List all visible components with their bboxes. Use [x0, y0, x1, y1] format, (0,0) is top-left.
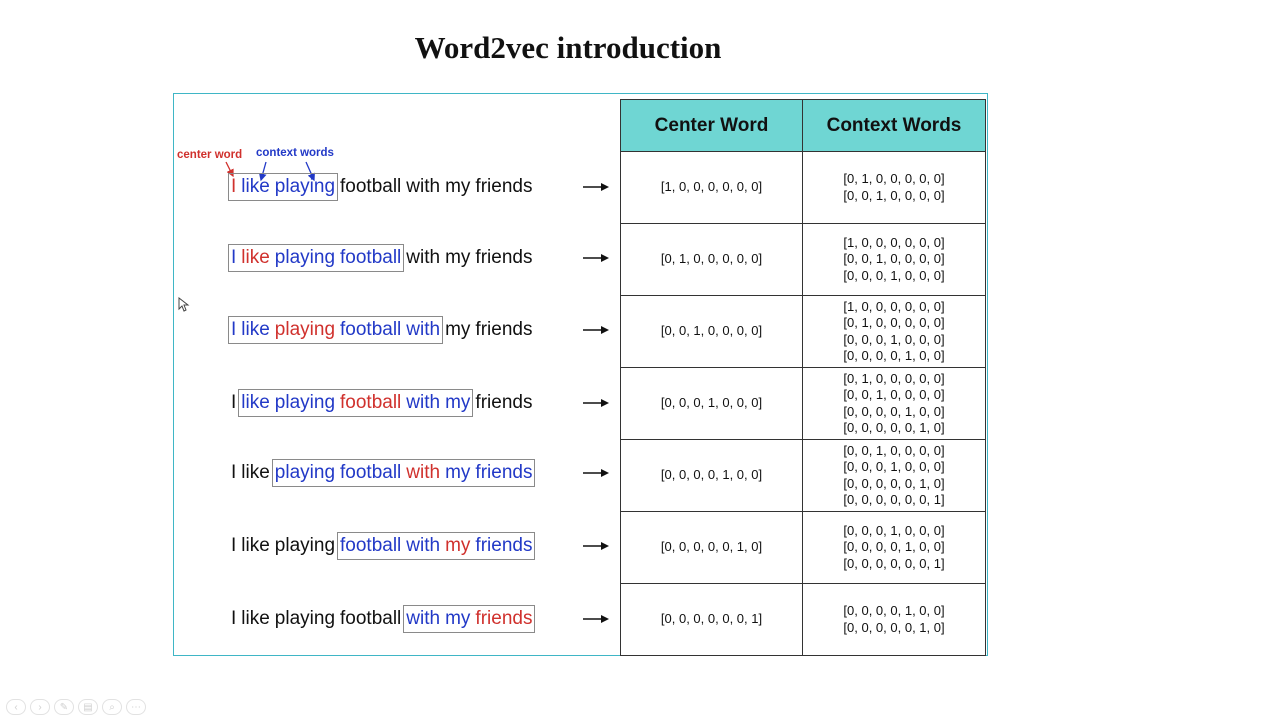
sentence-word: I — [231, 176, 237, 197]
context-word-vectors — [803, 152, 986, 224]
context-vector: [0, 1, 0, 0, 0, 0, 0] — [843, 315, 945, 330]
sentence-word: like — [241, 176, 270, 197]
slideshow-toolbar — [6, 699, 146, 715]
sentence-word: like — [241, 319, 270, 340]
context-window-box — [403, 605, 535, 633]
sentence-word: like — [241, 608, 270, 629]
context-word-vectors — [803, 440, 986, 512]
context-vector: [0, 0, 1, 0, 0, 0, 0] — [843, 187, 945, 203]
sentence-word: I — [231, 462, 237, 483]
sentence-word: friends — [475, 319, 533, 340]
context-vector: [0, 0, 0, 0, 1, 0, 0] — [843, 403, 945, 419]
table-row — [621, 224, 986, 296]
context-vector: [1, 0, 0, 0, 0, 0, 0] — [843, 234, 945, 250]
next-icon[interactable]: › — [30, 699, 50, 715]
sentence-word: with — [406, 462, 441, 483]
sentence-word: friends — [475, 608, 533, 629]
context-vector: [0, 0, 0, 1, 0, 0, 0] — [843, 331, 945, 347]
sentence-word: like — [241, 247, 270, 268]
sentence-word: my — [445, 462, 471, 483]
sentence-word: I — [231, 535, 237, 556]
right-arrow-icon — [583, 253, 609, 263]
sentence-word: playing — [274, 392, 336, 413]
sentence-word: with — [406, 319, 441, 340]
right-arrow-icon — [583, 182, 609, 192]
right-arrow-icon — [583, 614, 609, 624]
sentence-word: with — [406, 535, 441, 556]
sentence-word: football — [340, 392, 402, 413]
sentence-word: football — [340, 319, 402, 340]
context-vector: [0, 0, 0, 1, 0, 0, 0] — [843, 522, 945, 538]
header-context-words: Context Words — [803, 100, 986, 152]
context-vector: [0, 1, 0, 0, 0, 0, 0] — [843, 370, 945, 386]
context-vector: [0, 0, 1, 0, 0, 0, 0] — [843, 251, 945, 267]
sentence-word: like — [241, 392, 270, 413]
table-row — [621, 584, 986, 656]
center-word-vector: [0, 0, 0, 1, 0, 0, 0] — [621, 368, 803, 440]
sentence-word: playing — [274, 608, 336, 629]
sentence-word: my — [445, 608, 471, 629]
zoom-icon[interactable]: ⌕ — [102, 699, 122, 715]
right-arrow-icon — [583, 325, 609, 335]
sentence-word: playing — [274, 176, 336, 197]
sentence-word: like — [241, 535, 270, 556]
sentence-word: friends — [475, 176, 533, 197]
sentence-word: football — [340, 535, 402, 556]
context-vector: [0, 0, 0, 0, 0, 0, 1] — [843, 555, 945, 571]
sentence-word: like — [241, 462, 270, 483]
context-word-vectors — [803, 512, 986, 584]
slide-title: Word2vec introduction — [414, 30, 722, 65]
slides-icon[interactable]: ▤ — [78, 699, 98, 715]
sentence-word: my — [445, 247, 471, 268]
context-window-box — [228, 316, 443, 344]
sentence-word: friends — [475, 462, 533, 483]
context-vector: [0, 0, 0, 0, 1, 0, 0] — [843, 603, 945, 618]
context-vector: [1, 0, 0, 0, 0, 0, 0] — [843, 298, 945, 314]
mouse-cursor-icon — [178, 297, 190, 313]
sentence-word: I — [231, 247, 237, 268]
center-word-vector: [0, 0, 0, 0, 0, 0, 1] — [621, 584, 803, 656]
context-window-box — [337, 532, 535, 560]
sentence-word: with — [406, 608, 441, 629]
sentence-word: playing — [274, 535, 336, 556]
context-word-vectors — [803, 296, 986, 368]
context-words-label: context words — [256, 147, 334, 159]
context-word-vectors — [803, 584, 986, 656]
center-word-vector: [1, 0, 0, 0, 0, 0, 0] — [621, 152, 803, 224]
table-row — [621, 512, 986, 584]
sentence-word: friends — [475, 247, 533, 268]
table-row — [621, 152, 986, 224]
sentence-word: football — [340, 462, 402, 483]
context-vector: [0, 0, 0, 0, 0, 1, 0] — [843, 475, 945, 491]
table-body — [621, 152, 986, 656]
table-row — [621, 368, 986, 440]
sentence-word: with — [406, 176, 441, 197]
context-vector: [0, 0, 0, 0, 1, 0, 0] — [843, 348, 945, 363]
sentence-word: with — [406, 392, 441, 413]
context-vector: [0, 0, 0, 0, 0, 1, 0] — [843, 619, 945, 635]
sentence-word: my — [445, 176, 471, 197]
sentence-word: I — [231, 392, 237, 413]
sentence-word: my — [445, 392, 471, 413]
context-vector: [0, 0, 0, 0, 0, 0, 1] — [843, 492, 945, 507]
context-vector: [0, 0, 0, 0, 1, 0, 0] — [843, 539, 945, 555]
context-vector: [0, 0, 0, 1, 0, 0, 0] — [843, 267, 945, 283]
one-hot-table — [620, 99, 986, 656]
sentence-word: friends — [475, 535, 533, 556]
center-word-label: center word — [177, 149, 243, 161]
header-center-word: Center Word — [621, 100, 803, 152]
context-vector: [0, 0, 0, 1, 0, 0, 0] — [843, 459, 945, 474]
more-icon[interactable]: ⋯ — [126, 699, 146, 715]
prev-icon[interactable]: ‹ — [6, 699, 26, 715]
context-word-vectors — [803, 224, 986, 296]
sentence-word: playing — [274, 319, 336, 340]
sentence-word: football — [340, 608, 402, 629]
sentence-word: I — [231, 319, 237, 340]
sentence-word: friends — [475, 392, 533, 413]
context-window-box — [228, 244, 404, 272]
sentence-word: football — [340, 247, 402, 268]
sentence-word: playing — [274, 462, 336, 483]
sentence-word: with — [406, 247, 441, 268]
context-window-box — [238, 389, 473, 417]
table-row — [621, 440, 986, 512]
center-word-vector: [0, 0, 1, 0, 0, 0, 0] — [621, 296, 803, 368]
sentence-word: my — [445, 319, 471, 340]
center-word-vector: [0, 0, 0, 0, 1, 0, 0] — [621, 440, 803, 512]
center-word-vector: [0, 1, 0, 0, 0, 0, 0] — [621, 224, 803, 296]
sentence-word: playing — [274, 247, 336, 268]
context-vector: [0, 0, 1, 0, 0, 0, 0] — [843, 387, 945, 402]
context-word-vectors — [803, 368, 986, 440]
table-row — [621, 296, 986, 368]
context-window-box — [272, 459, 535, 487]
context-vector: [0, 0, 1, 0, 0, 0, 0] — [843, 442, 945, 458]
sentence-word: my — [445, 535, 471, 556]
pen-icon[interactable]: ✎ — [54, 699, 74, 715]
sentence-word: I — [231, 608, 237, 629]
right-arrow-icon — [583, 398, 609, 408]
right-arrow-icon — [583, 468, 609, 478]
sentence-word: football — [340, 176, 402, 197]
context-vector: [0, 0, 0, 0, 0, 1, 0] — [843, 420, 945, 435]
context-window-box — [228, 173, 338, 201]
center-word-vector: [0, 0, 0, 0, 0, 1, 0] — [621, 512, 803, 584]
right-arrow-icon — [583, 541, 609, 551]
context-vector: [0, 1, 0, 0, 0, 0, 0] — [843, 171, 945, 186]
